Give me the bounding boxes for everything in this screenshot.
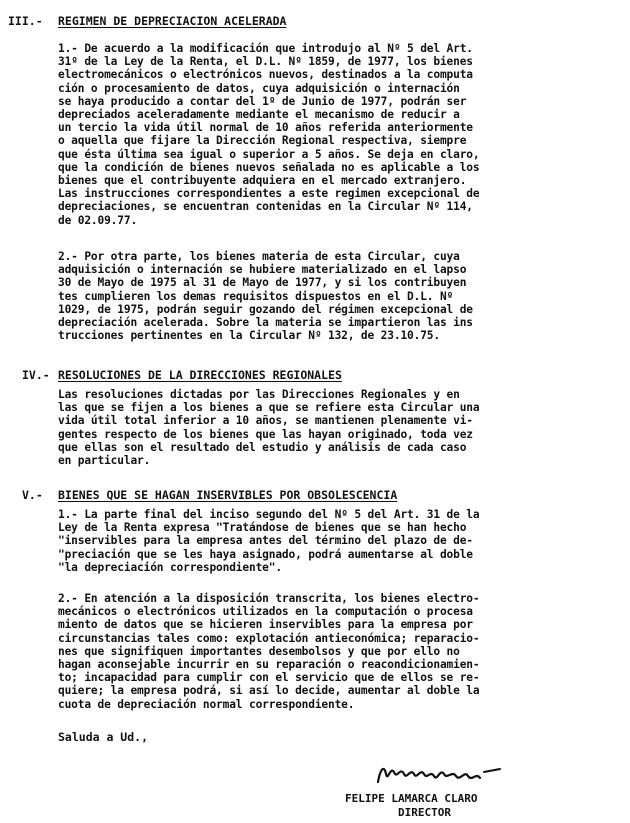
text-line: que la condición de bienes nuevos señalada no es aplicable a los — [58, 160, 480, 174]
text-line: Las instrucciones correspondientes a este regimen excepcional de — [58, 187, 480, 201]
text-line: cuota de depreciación normal correspondiente. — [58, 697, 355, 711]
text-line: 30 de Mayo de 1975 al 31 de Mayo de 1977, y si los contribuyen — [58, 276, 467, 290]
text-line: ción o procesamiento de datos, cuya adquisición o internación — [58, 81, 460, 95]
closing-salutation: Saluda a Ud., — [58, 730, 149, 744]
text-line: 2.- En atención a la disposición transcrita, los bienes electro- — [58, 592, 480, 605]
text-line: las que se fijen a los bienes a que se refiere esta Circular una — [58, 401, 480, 415]
section-v-paragraph-1 — [58, 508, 593, 574]
handwritten-signature — [340, 752, 560, 792]
text-line: en particular. — [58, 454, 151, 468]
text-line: que ésta última sea igual o superior a 5 años. Se deja en claro, — [58, 147, 480, 161]
section-iii-title: REGIMEN DE DEPRECIACION ACELERADA — [58, 14, 287, 28]
text-line: 2.- Por otra parte, los bienes materia de esta Circular, cuya — [58, 250, 460, 263]
text-line: Las resoluciones dictadas por las Direcciones Regionales y en — [58, 388, 460, 401]
text-line: depreciados aceleradamente mediante el mecanismo de reducir a — [58, 108, 460, 122]
text-line: Ley de la Renta expresa "Tratándose de bienes que se han hecho — [58, 521, 467, 535]
text-line: de 02.09.77. — [58, 213, 138, 227]
signatory-name: FELIPE LAMARCA CLARO — [345, 792, 478, 805]
section-iv-heading — [22, 368, 342, 382]
section-iii-paragraph-2 — [58, 250, 593, 342]
text-line: 1.- La parte final del inciso segundo del Nº 5 del Art. 31 de la — [58, 508, 480, 521]
text-line: 1029, de 1975, podrán seguir gozando del régimen excepcional de — [58, 302, 473, 316]
section-v-number: V.- — [22, 488, 43, 502]
text-line: se haya producido a contar del 1º de Junio de 1977, podrán ser — [58, 94, 467, 108]
text-line: 31º de la Ley de la Renta, el D.L. Nº 1859, de 1977, los bienes — [58, 55, 473, 69]
section-v-heading — [22, 488, 397, 502]
text-line: un tercio la vida útil normal de 10 años referida anteriormente — [58, 121, 473, 135]
text-line: trucciones pertinentes en la Circular Nº 132, de 23.10.75. — [58, 329, 440, 343]
text-line: electromecánicos o electrónicos nuevos, destinados a la computa — [58, 68, 473, 82]
text-line: nes que signifiquen importantes desembolsos y que por ello no — [58, 644, 460, 658]
text-line: quiere; la empresa podrá, si así lo decide, aumentar al doble la — [58, 684, 480, 698]
section-v-paragraph-2 — [58, 592, 593, 711]
section-v-title: BIENES QUE SE HAGAN INSERVIBLES POR OBSOLESCENCIA — [58, 488, 398, 502]
text-line: 1.- De acuerdo a la modificación que introdujo al Nº 5 del Art. — [58, 42, 473, 55]
text-line: to; incapacidad para cumplir con el servicio que de ellos se re- — [58, 671, 480, 685]
text-line: adquisición o internación se hubiere materializado en el lapso — [58, 263, 467, 277]
section-iv-paragraph-1 — [58, 388, 593, 467]
text-line: que ellas son el resultado del estudio y análisis de cada caso — [58, 440, 467, 454]
text-line: depreciación acelerada. Sobre la materia se impartieron las ins — [58, 316, 473, 330]
text-line: mecánicos o electrónicos utilizados en la computación o procesa — [58, 605, 473, 619]
text-line: "preciación que se les haya asignado, podrá aumentarse al doble — [58, 547, 473, 561]
text-line: circunstancias tales como: explotación antieconómica; reparacio- — [58, 631, 480, 645]
text-line: vida útil total inferior a 10 años, se mantienen plenamente vi- — [58, 414, 473, 428]
text-line: depreciaciones, se encuentran contenidas en la Circular Nº 114, — [58, 200, 473, 214]
text-line: tes cumplieren los demas requisitos dispuestos en el D.L. Nº — [58, 289, 454, 303]
signatory-title: DIRECTOR — [398, 806, 451, 819]
text-line: o aquella que fijare la Dirección Regional respectiva, siempre — [58, 134, 467, 148]
text-line: hagan aconsejable incurrir en su reparación o reacondicionamien- — [58, 658, 480, 672]
section-iv-number: IV.- — [22, 368, 50, 382]
text-line: "la depreciación correspondiente". — [58, 560, 282, 574]
section-iii-heading — [8, 14, 286, 28]
text-line: gentes respecto de los bienes que las hayan originado, toda vez — [58, 427, 473, 441]
section-iii-paragraph-1 — [58, 42, 593, 227]
text-line: "inservibles para la empresa antes del término del plazo de de- — [58, 534, 473, 548]
text-line: miento de datos que se hicieren inservibles para la empresa por — [58, 618, 473, 632]
section-iii-number: III.- — [8, 14, 43, 28]
section-iv-title: RESOLUCIONES DE LA DIRECCIONES REGIONALES — [58, 368, 342, 382]
text-line: bienes que el contribuyente adquiera en el mercado extranjero. — [58, 174, 467, 188]
